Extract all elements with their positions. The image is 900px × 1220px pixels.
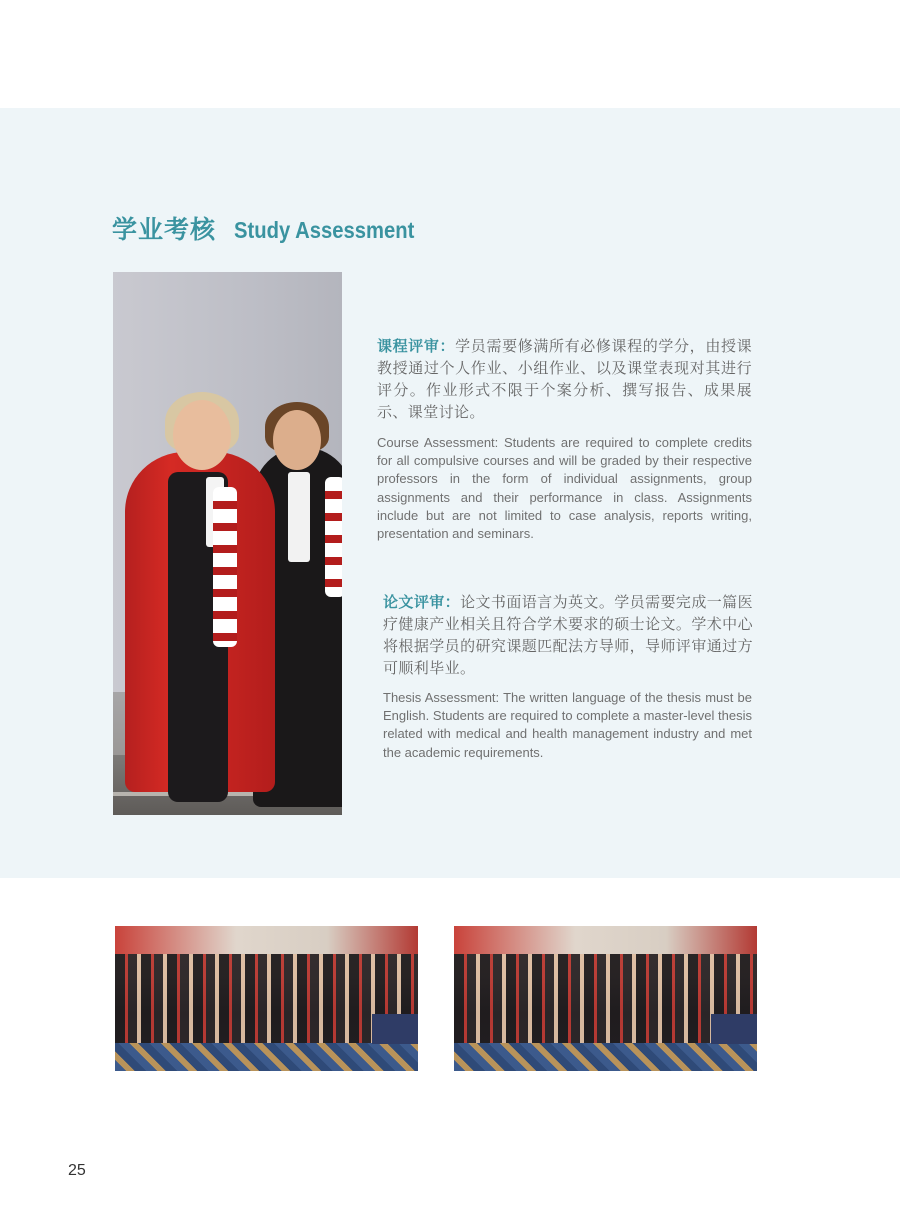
thesis-assessment-body-zh: 论文书面语言为英文。学员需要完成一篇医疗健康产业相关且符合学术要求的硕士论文。学术中心将根据学员的研究课题匹配法方导师，导师评审通过方可顺利毕业。 — [383, 593, 753, 677]
graduation-portrait-photo — [113, 272, 342, 815]
section-title — [112, 210, 439, 250]
section-title-en: Study Assessment — [234, 217, 415, 243]
course-assessment-lead: 课程评审： — [377, 337, 456, 355]
page-number: 25 — [68, 1162, 86, 1179]
thesis-assessment-en: Thesis Assessment: The written language of the thesis must be English. Students are required to complete a master-level thesis related with medical and health management industry and met the academic requirements. — [383, 690, 752, 760]
thesis-assessment-lead: 论文评审： — [383, 593, 461, 611]
thesis-assessment-zh — [383, 591, 753, 679]
course-assessment-zh — [377, 335, 752, 423]
group-photo-right — [454, 926, 757, 1071]
group-photo-left — [115, 926, 418, 1071]
course-assessment-body-zh: 学员需要修满所有必修课程的学分，由授课教授通过个人作业、小组作业、以及课堂表现对其进行评分。作业形式不限于个案分析、撰写报告、成果展示、课堂讨论。 — [377, 337, 752, 421]
section-title-zh: 学业考核 — [112, 215, 217, 244]
course-assessment-en: Course Assessment: Students are required to complete credits for all compulsive courses and will be graded by their respective professors in the form of individual assignments, group assignments and their performance in class. Assignments include but are not limited to case analysis, reports writing, presentation and seminars. — [377, 435, 752, 542]
